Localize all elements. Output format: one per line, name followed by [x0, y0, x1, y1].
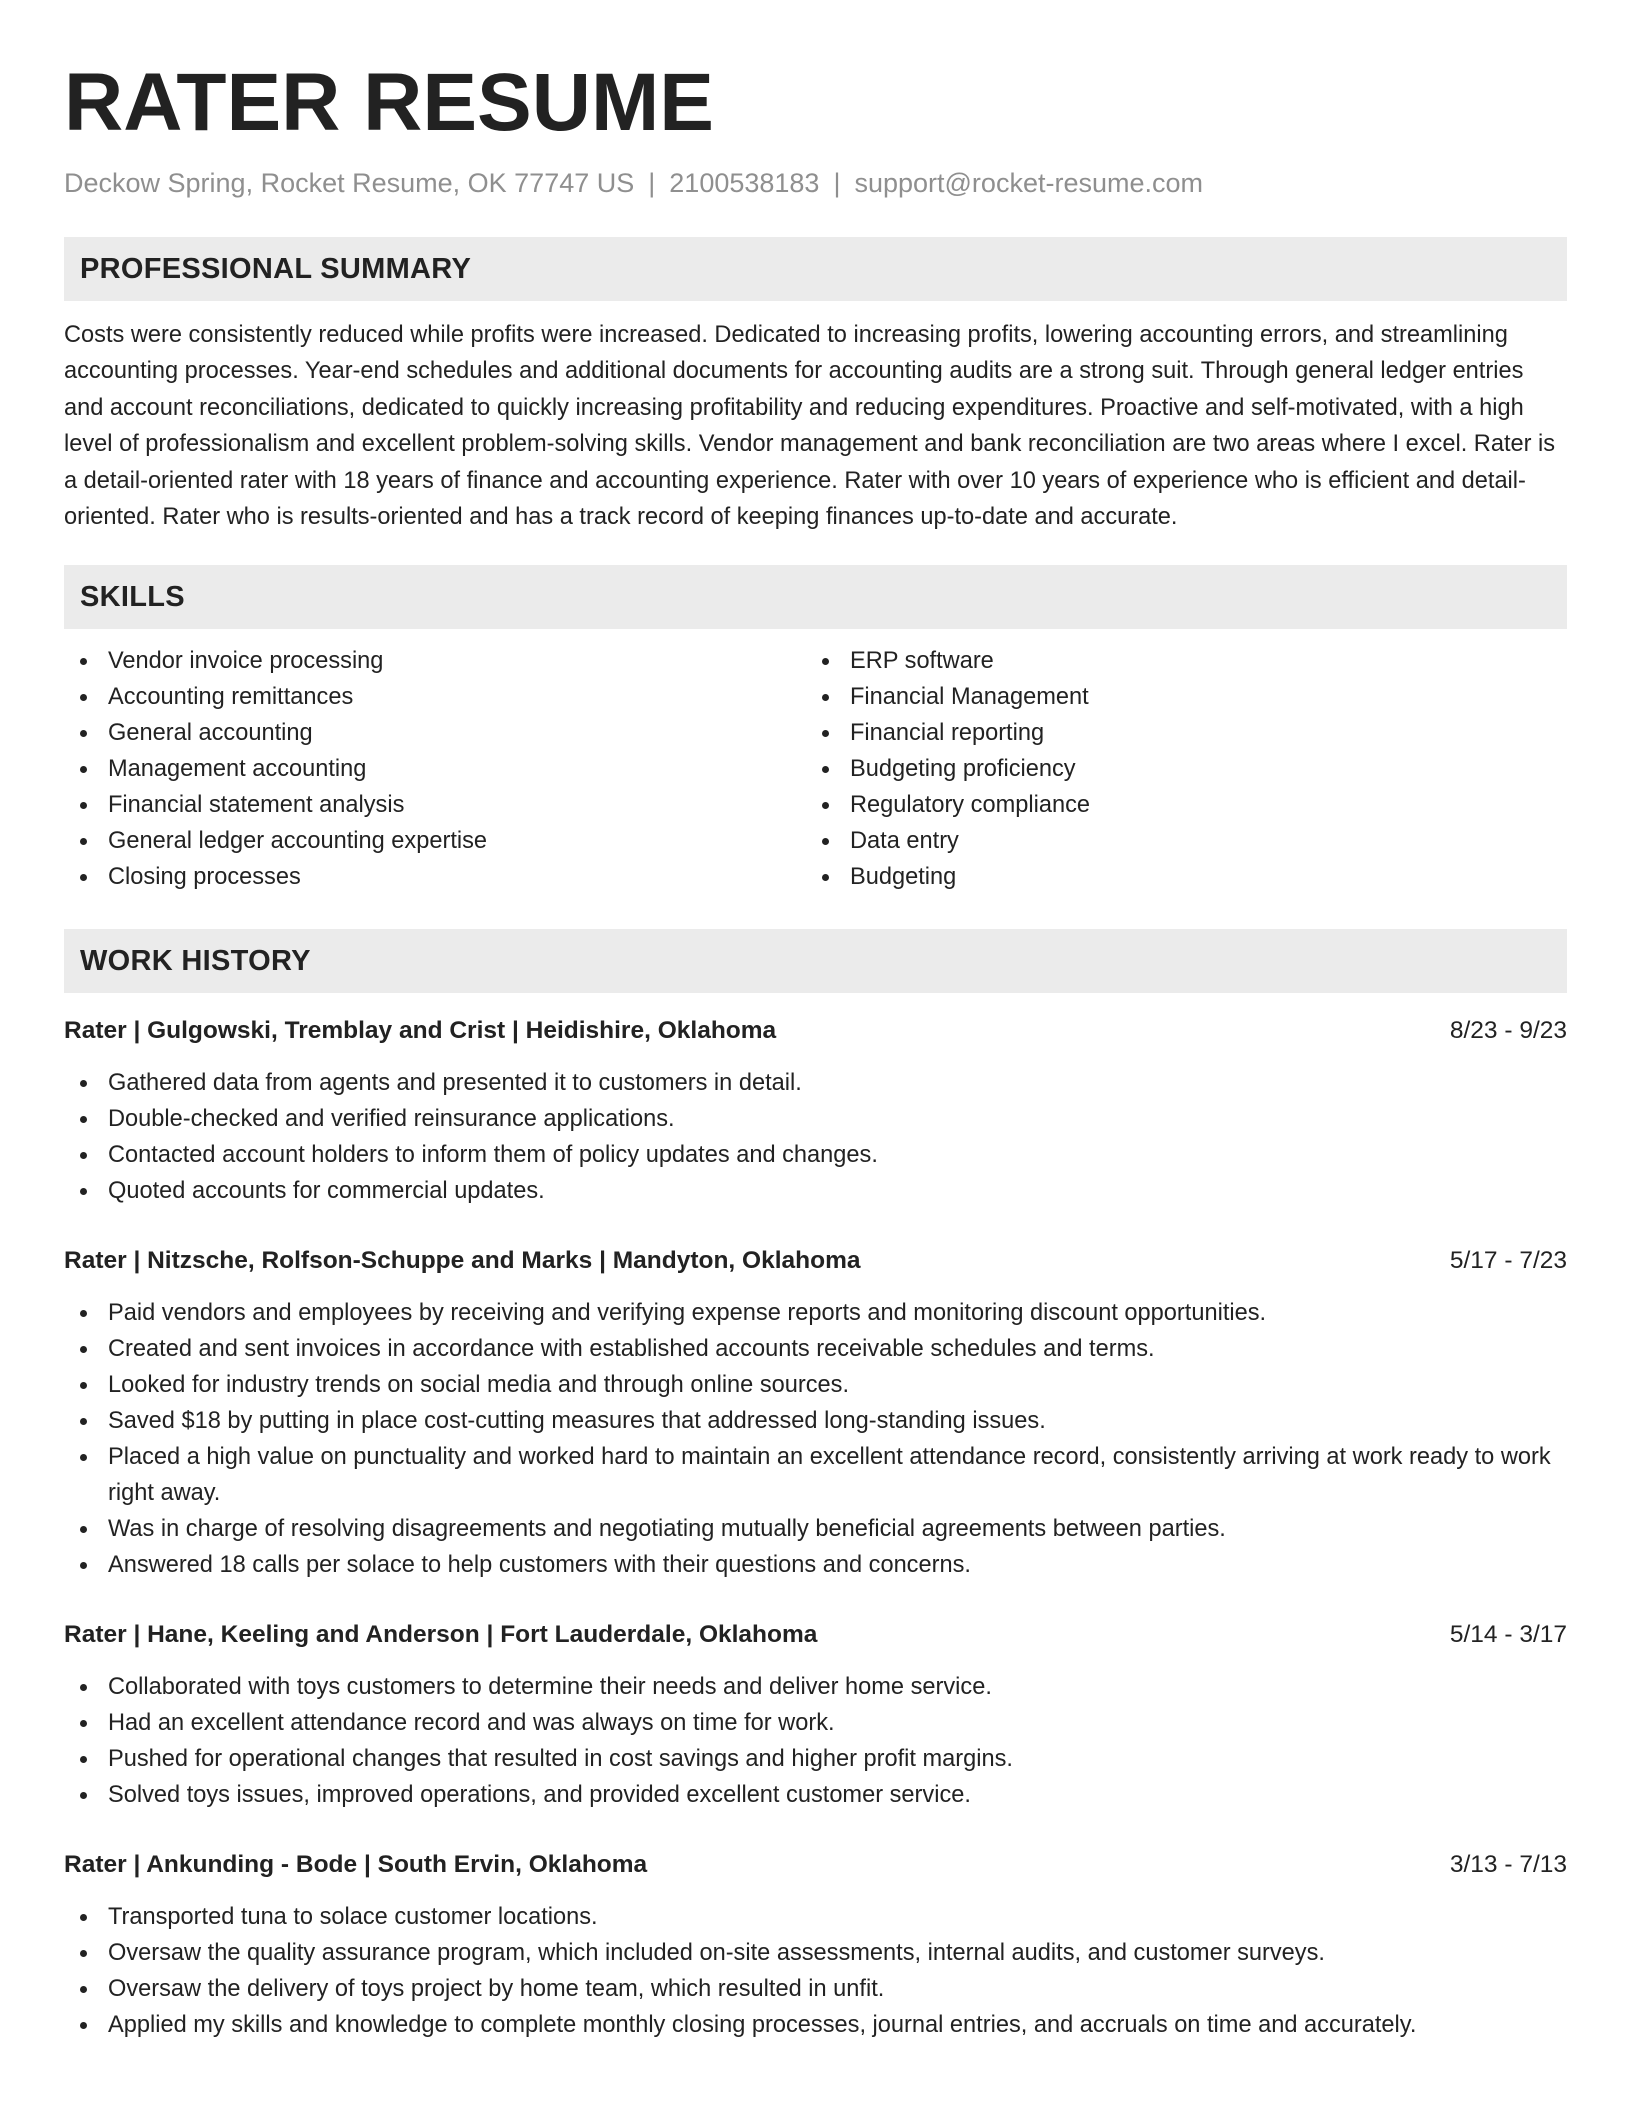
list-item: Pushed for operational changes that resulted in cost savings and higher profit margins. — [64, 1741, 1567, 1777]
job-entry — [64, 1013, 1567, 1209]
list-item: Had an excellent attendance record and was always on time for work. — [64, 1705, 1567, 1741]
contact-address: Deckow Spring, Rocket Resume, OK 77747 US — [64, 168, 635, 198]
skills-heading: SKILLS — [80, 580, 185, 613]
job-title: Rater | Nitzsche, Rolfson-Schuppe and Marks | Mandyton, Oklahoma — [64, 1247, 861, 1275]
job-dates: 5/14 - 3/17 — [1449, 1621, 1567, 1649]
list-item: Closing processes — [64, 859, 806, 895]
contact-email: support@rocket-resume.com — [854, 168, 1203, 198]
summary-heading: PROFESSIONAL SUMMARY — [80, 252, 472, 285]
job-header — [64, 1013, 1567, 1049]
job-dates: 8/23 - 9/23 — [1449, 1017, 1567, 1045]
list-item: Solved toys issues, improved operations, and provided excellent customer service. — [64, 1777, 1567, 1813]
job-header — [64, 1617, 1567, 1653]
list-item: Quoted accounts for commercial updates. — [64, 1173, 1567, 1209]
list-item: Contacted account holders to inform them of policy updates and changes. — [64, 1137, 1567, 1173]
skills-section-header — [64, 565, 1567, 629]
list-item: Oversaw the delivery of toys project by home team, which resulted in unfit. — [64, 1971, 1567, 2007]
work-heading: WORK HISTORY — [80, 944, 311, 977]
list-item: Answered 18 calls per solace to help customers with their questions and concerns. — [64, 1547, 1567, 1583]
list-item: ERP software — [806, 643, 1548, 679]
contact-line — [64, 168, 1567, 199]
job-header — [64, 1243, 1567, 1279]
list-item: Saved $18 by putting in place cost-cutting measures that addressed long-standing issues. — [64, 1403, 1567, 1439]
list-item: Vendor invoice processing — [64, 643, 806, 679]
list-item: General ledger accounting expertise — [64, 823, 806, 859]
list-item: Budgeting — [806, 859, 1548, 895]
list-item: Collaborated with toys customers to determine their needs and deliver home service. — [64, 1669, 1567, 1705]
list-item: Financial reporting — [806, 715, 1548, 751]
job-title: Rater | Hane, Keeling and Anderson | Fort Lauderdale, Oklahoma — [64, 1621, 818, 1649]
list-item: Accounting remittances — [64, 679, 806, 715]
work-history-list — [64, 1013, 1567, 2043]
job-bullets — [64, 1899, 1567, 2043]
job-dates: 3/13 - 7/13 — [1449, 1851, 1567, 1879]
list-item: Created and sent invoices in accordance with established accounts receivable schedules and terms. — [64, 1331, 1567, 1367]
contact-phone: 2100538183 — [669, 168, 820, 198]
list-item: Financial statement analysis — [64, 787, 806, 823]
list-item: Placed a high value on punctuality and worked hard to maintain an excellent attendance record, consistently arriving at work ready to work right away. — [64, 1439, 1567, 1511]
summary-text: Costs were consistently reduced while profits were increased. Dedicated to increasing profits, lowering accounting errors, and streamlining accounting processes. Year-end schedules and additional documents for accounting audits are a strong suit. Through general ledger entries and account reconciliations, dedicated to quickly increasing profitability and reducing expenditures. Proactive and self-motivated, with a high level of professionalism and excellent problem-solving skills. Vendor management and bank reconciliation are two areas where I excel. Rater is a detail-oriented rater with 18 years of finance and accounting experience. Rater with over 10 years of experience who is efficient and detail-oriented. Rater who is results-oriented and has a track record of keeping finances up-to-date and accurate. — [64, 322, 1556, 531]
list-item: Financial Management — [806, 679, 1548, 715]
list-item: Double-checked and verified reinsurance applications. — [64, 1101, 1567, 1137]
list-item: Regulatory compliance — [806, 787, 1548, 823]
list-item: Transported tuna to solace customer locations. — [64, 1899, 1567, 1935]
job-bullets — [64, 1295, 1567, 1583]
list-item: Was in charge of resolving disagreements and negotiating mutually beneficial agreements between parties. — [64, 1511, 1567, 1547]
list-item: Looked for industry trends on social media and through online sources. — [64, 1367, 1567, 1403]
skills-columns — [64, 643, 1567, 895]
job-entry — [64, 1617, 1567, 1813]
list-item: Budgeting proficiency — [806, 751, 1548, 787]
list-item: Oversaw the quality assurance program, which included on-site assessments, internal audits, and customer surveys. — [64, 1935, 1567, 1971]
job-title: Rater | Ankunding - Bode | South Ervin, Oklahoma — [64, 1851, 648, 1879]
job-header — [64, 1847, 1567, 1883]
list-item: Management accounting — [64, 751, 806, 787]
list-item: Gathered data from agents and presented it to customers in detail. — [64, 1065, 1567, 1101]
job-dates: 5/17 - 7/23 — [1449, 1247, 1567, 1275]
job-bullets — [64, 1065, 1567, 1209]
resume-name: RATER RESUME — [64, 57, 714, 148]
skills-list-right — [806, 643, 1548, 895]
job-bullets — [64, 1669, 1567, 1813]
work-section-header — [64, 929, 1567, 993]
job-entry — [64, 1243, 1567, 1583]
summary-section-header — [64, 237, 1567, 301]
resume-page — [64, 52, 1567, 2043]
contact-separator: | — [648, 168, 656, 198]
job-entry — [64, 1847, 1567, 2043]
job-title: Rater | Gulgowski, Tremblay and Crist | Heidishire, Oklahoma — [64, 1017, 777, 1045]
list-item: Paid vendors and employees by receiving and verifying expense reports and monitoring discount opportunities. — [64, 1295, 1567, 1331]
contact-separator: | — [833, 168, 841, 198]
skills-list-left — [64, 643, 806, 895]
list-item: Data entry — [806, 823, 1548, 859]
list-item: Applied my skills and knowledge to complete monthly closing processes, journal entries, and accruals on time and accurately. — [64, 2007, 1567, 2043]
list-item: General accounting — [64, 715, 806, 751]
